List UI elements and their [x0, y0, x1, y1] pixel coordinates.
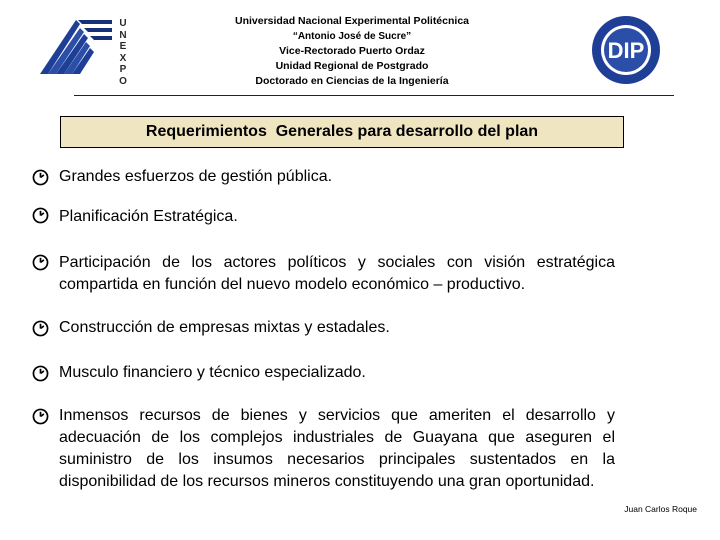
clock-icon [32, 254, 49, 271]
dip-logo [590, 14, 662, 86]
section-title: Requerimientos Generales para desarrollo del plan [145, 123, 539, 140]
clock-icon [32, 169, 49, 186]
list-item-text: Participación de los actores políticos y sociales con visión estratégica compartida en función del nuevo modelo económico – productivo. [59, 254, 615, 293]
unexpo-letter: N [119, 29, 127, 41]
university-namesake: “Antonio José de Sucre” [292, 31, 412, 42]
header-divider [74, 95, 674, 96]
unexpo-letter: P [119, 64, 127, 75]
unexpo-letter: O [119, 75, 127, 87]
clock-icon [32, 365, 49, 382]
list-item-text: Construcción de empresas mixtas y estadales. [59, 319, 390, 336]
clock-icon [32, 320, 49, 337]
author-signature: Juan Carlos Roque [624, 504, 697, 514]
doctorado-program: Doctorado en Ciencias de la Ingeniería [255, 75, 449, 87]
unidad-postgrado: Unidad Regional de Postgrado [275, 60, 429, 72]
unexpo-letter: E [119, 41, 127, 52]
clock-icon [32, 408, 49, 425]
list-item-text: Inmensos recursos de bienes y servicios que ameriten el desarrollo y adecuación de los complejos industriales de Guayana que aseguren el suministro de los insumos necesarios principales sustentados en la disponibilidad de los recursos mineros constituyendo una gran oportunidad. [59, 407, 615, 490]
section-title-box [60, 116, 624, 148]
vice-rectorado: Vice-Rectorado Puerto Ordaz [279, 45, 425, 57]
unexpo-letter: U [119, 18, 127, 29]
unexpo-letters [116, 18, 130, 87]
list-item-text: Planificación Estratégica. [59, 208, 238, 225]
clock-icon [32, 207, 49, 224]
unexpo-letter: X [119, 52, 127, 64]
unexpo-logo [36, 16, 114, 78]
university-name: Universidad Nacional Experimental Politécnica [235, 15, 469, 27]
institution-header [200, 14, 504, 89]
list-item-text: Musculo financiero y técnico especializado. [59, 364, 366, 381]
dip-logo-text: DIP [607, 38, 645, 63]
list-item-text: Grandes esfuerzos de gestión pública. [59, 168, 333, 185]
